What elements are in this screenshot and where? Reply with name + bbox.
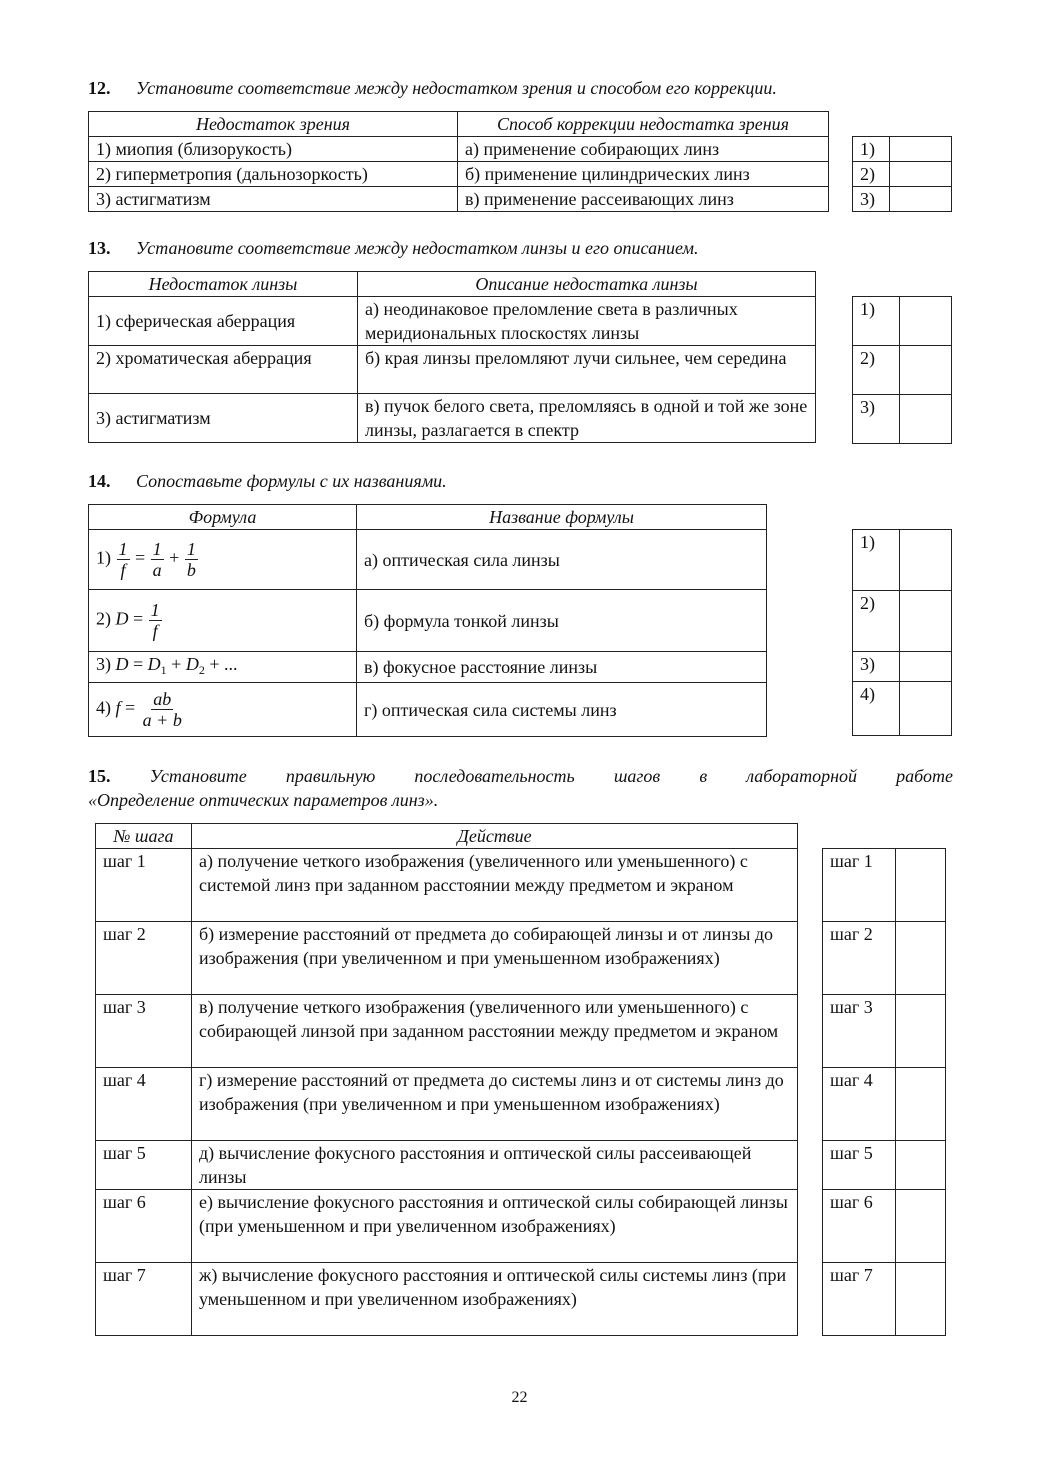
table-cell: б) применение цилиндрических линз — [458, 162, 829, 187]
question-text: Установите соответствие между недостатком линзы и его описанием. — [136, 238, 699, 258]
formula-lens-system: 3) $D = D_1 + D_2$ + ... — [89, 652, 357, 683]
answer-cell[interactable] — [896, 1190, 946, 1263]
formula-focal-length: 4) f = $\frac{ab}{a + b}$ — [89, 683, 357, 737]
answer-label: шаг 6 — [823, 1190, 896, 1263]
table-cell: а) получение четкого изображения (увеличенного или уменьшенного) с системой линз при заданном расстоянии между предметом и экраном — [192, 849, 798, 922]
table-header: Действие — [192, 824, 798, 849]
answer-label: 3) — [853, 652, 900, 682]
answer-cell[interactable] — [900, 346, 952, 395]
answer-label: шаг 2 — [823, 922, 896, 995]
answer-label: 1) — [853, 137, 890, 162]
table-cell: шаг 3 — [96, 995, 192, 1068]
answer-cell[interactable] — [896, 1068, 946, 1141]
answer-label: 2) — [853, 346, 900, 395]
answer-cell[interactable] — [896, 995, 946, 1068]
answer-cell[interactable] — [896, 1141, 946, 1190]
table-cell: б) измерение расстояний от предмета до собирающей линзы и от линзы до изображения (при увеличенном и при уменьшенном изображениях) — [192, 922, 798, 995]
table-cell: б) формула тонкой линзы — [357, 590, 767, 652]
question-13 — [88, 236, 699, 260]
table-cell: е) вычисление фокусного расстояния и оптической силы собирающей линзы (при уменьшенном и при увеличенном изображениях) — [192, 1190, 798, 1263]
table-header: Формула — [89, 505, 357, 530]
answer-cell[interactable] — [900, 682, 952, 736]
q14-answer-table — [852, 529, 952, 736]
question-number: 14. — [88, 471, 111, 491]
question-text: Установите соответствие между недостатком зрения и способом его коррекции. — [136, 78, 777, 98]
table-cell: д) вычисление фокусного расстояния и оптической силы рассеивающей линзы — [192, 1141, 798, 1190]
table-cell: а) применение собирающих линз — [458, 137, 829, 162]
question-number: 13. — [88, 238, 111, 258]
table-header: Описание недостатка линзы — [358, 272, 816, 297]
formula-optical-power: 2) D = $\frac{1}{f}$ — [89, 590, 357, 652]
answer-cell[interactable] — [890, 137, 952, 162]
answer-cell[interactable] — [896, 1263, 946, 1336]
table-cell: шаг 4 — [96, 1068, 192, 1141]
question-number: 12. — [88, 78, 111, 98]
answer-label: 1) — [853, 297, 900, 346]
q13-table — [88, 271, 816, 443]
table-cell: в) пучок белого света, преломляясь в одной и той же зоне линзы, разлагается в спектр — [358, 394, 816, 443]
table-cell: шаг 5 — [96, 1141, 192, 1190]
q14-table — [88, 504, 767, 737]
answer-label: шаг 1 — [823, 849, 896, 922]
answer-label: шаг 3 — [823, 995, 896, 1068]
answer-cell[interactable] — [890, 162, 952, 187]
answer-cell[interactable] — [900, 530, 952, 591]
table-cell: 1) сферическая аберрация — [89, 297, 358, 346]
table-header: Недостаток зрения — [89, 112, 458, 137]
table-cell: 2) хроматическая аберрация — [89, 346, 358, 394]
table-cell: б) края линзы преломляют лучи сильнее, чем середина — [358, 346, 816, 394]
answer-cell[interactable] — [896, 922, 946, 995]
table-cell: шаг 6 — [96, 1190, 192, 1263]
q13-answer-table — [852, 296, 952, 444]
question-12 — [88, 76, 777, 100]
question-number: 15. — [88, 766, 111, 786]
answer-cell[interactable] — [900, 395, 952, 444]
answer-label: шаг 5 — [823, 1141, 896, 1190]
answer-label: 2) — [853, 162, 890, 187]
page-number: 22 — [511, 1389, 528, 1406]
table-cell: 2) гиперметропия (дальнозоркость) — [89, 162, 458, 187]
table-cell: а) оптическая сила линзы — [357, 530, 767, 590]
answer-label: 2) — [853, 591, 900, 652]
answer-label: 4) — [853, 682, 900, 736]
table-cell: 3) астигматизм — [89, 394, 358, 443]
answer-label: шаг 4 — [823, 1068, 896, 1141]
question-text: Сопоставьте формулы с их названиями. — [136, 471, 447, 491]
table-header: Недостаток линзы — [89, 272, 358, 297]
answer-cell[interactable] — [900, 652, 952, 682]
question-14 — [88, 469, 447, 493]
answer-cell[interactable] — [900, 591, 952, 652]
table-cell: г) измерение расстояний от предмета до системы линз и от системы линз до изображения (при увеличенном и при уменьшенном изображениях) — [192, 1068, 798, 1141]
question-text: «Определение оптических параметров линз». — [88, 790, 439, 810]
answer-label: 3) — [853, 395, 900, 444]
answer-label: 3) — [853, 187, 890, 212]
table-cell: 3) астигматизм — [89, 187, 458, 212]
question-15: 15. Установите правильную последовательность шагов в лабораторной работе «Определение оптических параметров линз». — [88, 766, 953, 810]
table-cell: в) фокусное расстояние линзы — [357, 652, 767, 683]
q15-answer-table — [822, 848, 946, 1336]
answer-cell[interactable] — [896, 849, 946, 922]
table-cell: ж) вычисление фокусного расстояния и оптической силы системы линз (при уменьшенном и при увеличенном изображениях) — [192, 1263, 798, 1336]
table-cell: шаг 7 — [96, 1263, 192, 1336]
q12-answer-table — [852, 136, 952, 212]
table-cell: г) оптическая сила системы линз — [357, 683, 767, 737]
formula-thin-lens: 1) $\frac{1}{f}$ = $\frac{1}{a}$ + $\frac{1}{b}$ — [89, 530, 357, 590]
q12-table — [88, 111, 829, 212]
answer-cell[interactable] — [890, 187, 952, 212]
table-cell: в) получение четкого изображения (увеличенного или уменьшенного) с собирающей линзой при заданном расстоянии между предметом и экраном — [192, 995, 798, 1068]
table-cell: шаг 2 — [96, 922, 192, 995]
answer-label: 1) — [853, 530, 900, 591]
answer-label: шаг 7 — [823, 1263, 896, 1336]
table-cell: 1) миопия (близорукость) — [89, 137, 458, 162]
table-header: Способ коррекции недостатка зрения — [458, 112, 829, 137]
table-cell: шаг 1 — [96, 849, 192, 922]
table-cell: в) применение рассеивающих линз — [458, 187, 829, 212]
q15-table — [95, 823, 798, 1336]
table-header: № шага — [96, 824, 192, 849]
answer-cell[interactable] — [900, 297, 952, 346]
table-cell: а) неодинаковое преломление света в различных меридиональных плоскостях линзы — [358, 297, 816, 346]
table-header: Название формулы — [357, 505, 767, 530]
